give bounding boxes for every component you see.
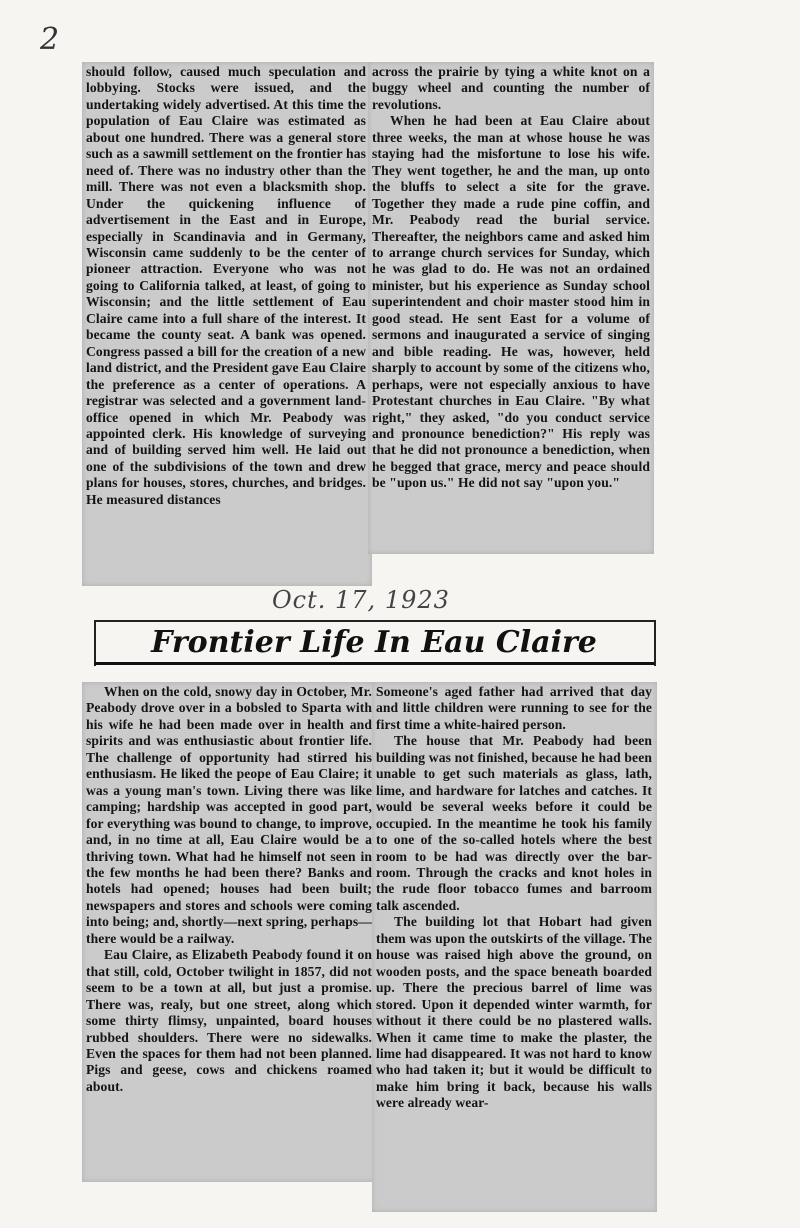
paragraph: When on the cold, snowy day in October, Mr. Peabody drove over in a bobsled to Sparta with his wife he had been made over in health and spirits and was enthusiastic about frontier life. The challenge of opportunity had stirred his enthusiasm. He liked the peope of Eau Claire; it was a young man's town. Living there was like camping; hardship was accepted in good part, for everything was bound to change, to improve, and, in no time at all, Eau Claire would be a thriving town. What had he himself not seen in the few months he had been there? Banks and hotels had opened; houses had been built; newspapers and stores and schools were coming into being; and, shortly—next spring, perhaps—there would be a railway. <box>86 684 372 946</box>
paragraph: Someone's aged father had arrived that day and little children were running to see for the first time a white-haired person. <box>376 684 652 732</box>
handwritten-date: Oct. 17, 1923 <box>272 586 450 614</box>
paragraph: Eau Claire, as Elizabeth Peabody found it on that still, cold, October twilight in 1857, did not seem to be a town at all, but just a promise. There was, realy, but one street, along which some thirty flimsy, unpainted, board houses rubbed shoulders. There were no sidewalks. Even the spaces for them had not been planned. Pigs and geese, cows and chickens roamed about. <box>86 947 372 1094</box>
article-headline: Frontier Life In Eau Claire <box>151 624 597 660</box>
paragraph: across the prairie by tying a white knot on a buggy wheel and counting the number of revolutions. <box>372 64 650 112</box>
paragraph: should follow, caused much speculation and lobbying. Stocks were issued, and the undertaking widely advertised. At this time the population of Eau Claire was estimated as about one hundred. There was a general store such as a sawmill settlement on the frontier has need of. There was no industry other than the mill. There was not even a blacksmith shop. Under the quickening influence of advertisement in the East and in Europe, especially in Scandinavia and in Germany, Wisconsin came suddenly to be the center of pioneer attraction. Everyone who was not going to California talked, at least, of going to Wisconsin; and the little settlement of Eau Claire came into a full share of the interest. It became the county seat. A bank was opened. Congress passed a bill for the creation of a new land district, and the President gave Eau Claire the preference as a center of operations. A registrar was selected and a government land-office opened in which Mr. Peabody was appointed clerk. His knowledge of surveying and of building served him well. He laid out one of the subdivisions of the town and drew plans for houses, stores, churches, and bridges. He measured distances <box>86 64 366 507</box>
page-number: 2 <box>40 22 60 57</box>
paragraph: The house that Mr. Peabody had been building was not finished, because he had been unable to get such materials as glass, lath, lime, and hardware for latches and catches. It would be several weeks before it could be occupied. In the meantime he took his family to one of the so-called hotels where the best room to be had was directly over the bar-room. Through the cracks and knot holes in the rude floor tobacco fumes and barroom talk ascended. <box>376 733 652 913</box>
article-column-bottom-right <box>376 684 652 1112</box>
article-column-top-right <box>372 64 650 492</box>
paragraph: The building lot that Hobart had given them was upon the outskirts of the village. The house was raised high above the ground, on wooden posts, and the space beneath boarded up. There the precious barrel of lime was stored. Upon it depended winter warmth, for without it there could be no plastered walls. When it came time to make the plaster, the lime had disappeared. It was not hard to know who had taken it; but it would be difficult to make him bring it back, because his walls were already wear- <box>376 914 652 1111</box>
paragraph: When he had been at Eau Claire about three weeks, the man at whose house he was staying had the misfortune to lose his wife. They went together, he and the man, up onto the bluffs to select a site for the grave. Together they made a rude pine coffin, and Mr. Peabody read the burial service. Thereafter, the neighbors came and asked him to arrange church services for Sunday, which he was glad to do. He was not an ordained minister, but his experience as Sunday school superintendent and choir master stood him in good stead. He sent East for a volume of sermons and inaugurated a service of singing and bible reading. He was, however, held sharply to account by some of the citizens who, perhaps, were not especially anxious to have Protestant churches in Eau Claire. "By what right," they asked, "do you conduct service and pronounce benediction?" His reply was that he did not pronounce a benediction, when he begged that grace, mercy and peace should be "upon us." He did not say "upon you." <box>372 113 650 491</box>
article-column-bottom-left <box>86 684 372 1095</box>
headline-rule <box>94 662 654 665</box>
article-column-top-left <box>86 64 366 508</box>
